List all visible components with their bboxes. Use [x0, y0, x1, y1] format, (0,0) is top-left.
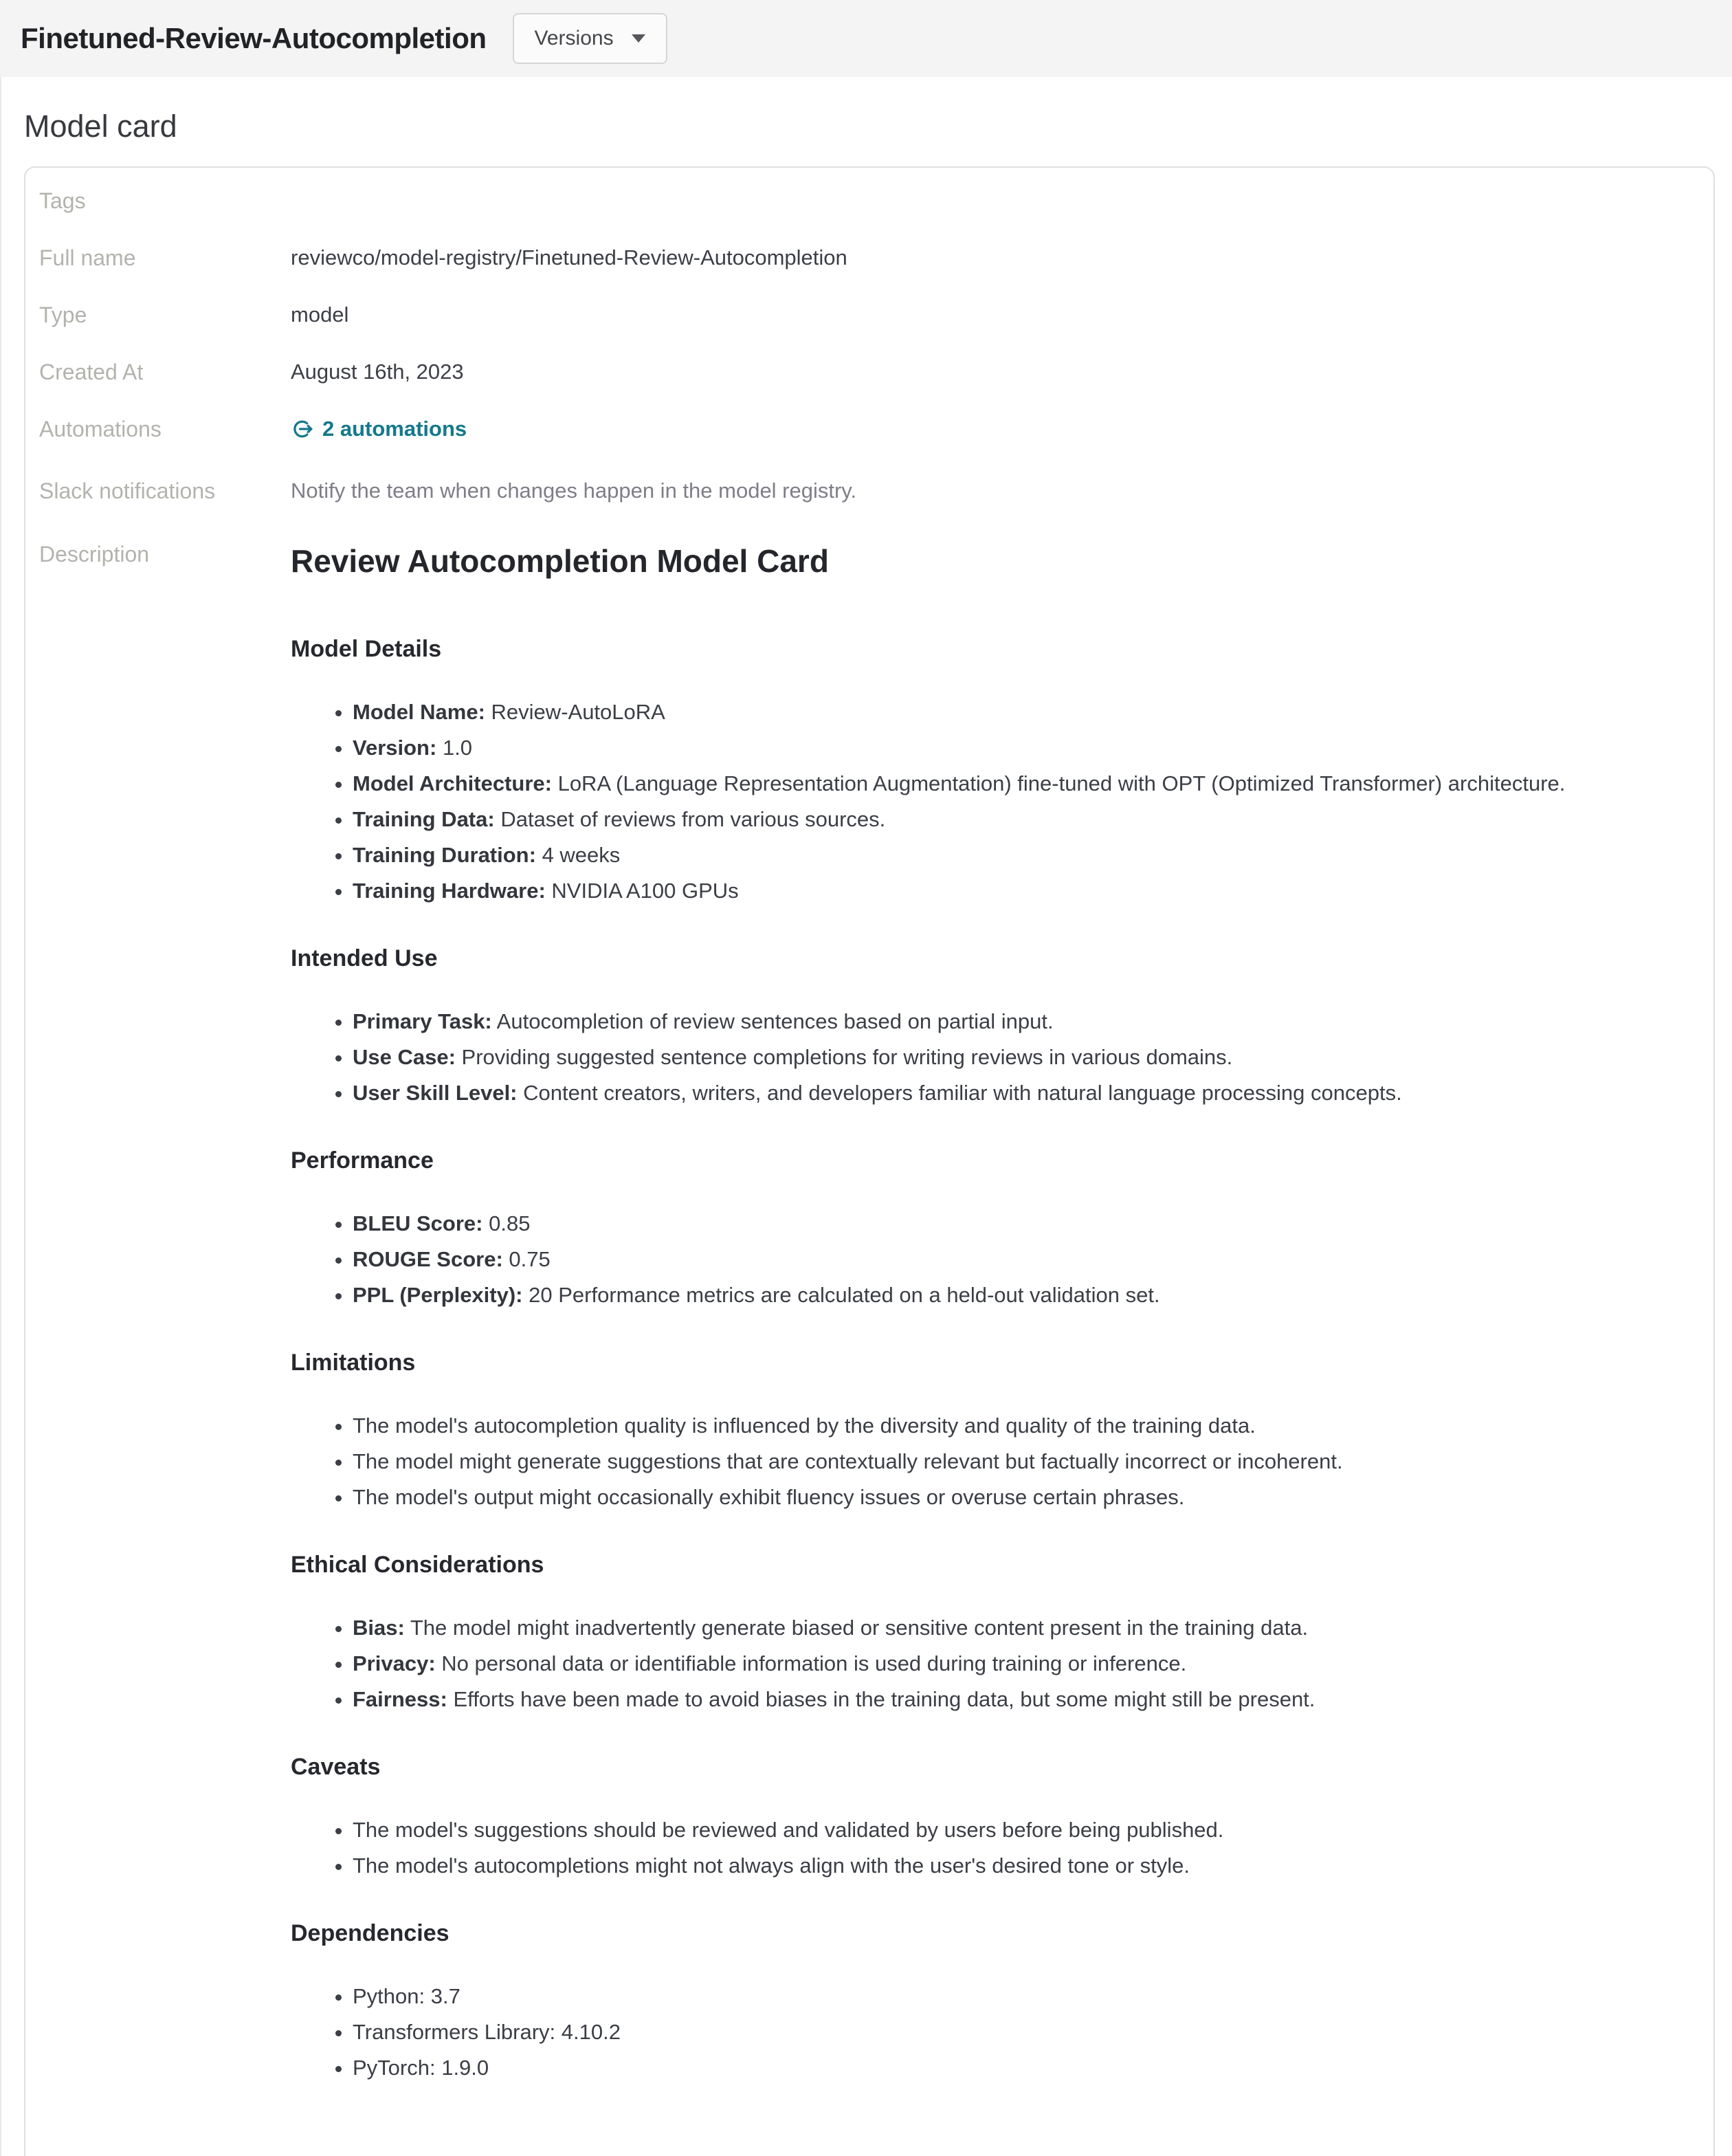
topbar	[0, 0, 1732, 77]
automations-link-label: 2 automations	[322, 417, 467, 441]
bullet-item	[353, 737, 1645, 758]
versions-button[interactable]	[513, 13, 667, 64]
bullet-item-text: LoRA (Language Representation Augmentation) fine-tuned with OPT (Optimized Transformer) architecture.	[557, 771, 1566, 795]
bullet-item-term: Version:	[353, 736, 437, 760]
bullet-item-text: 1.0	[442, 736, 473, 760]
bullet-item-term: Training Duration:	[353, 843, 536, 867]
field-label: Slack notifications	[39, 478, 216, 503]
bullet-item-term: PPL (Perplexity):	[353, 1283, 523, 1307]
bullet-item	[353, 701, 1645, 723]
bullet-item	[353, 1617, 1645, 1638]
bullet-item-term: Bias:	[353, 1616, 405, 1640]
field-label: Created At	[39, 360, 144, 384]
markdown-section-heading: Performance	[291, 1147, 434, 1174]
bullet-item-text: No personal data or identifiable information is used during training or inference.	[441, 1651, 1187, 1675]
bullet-item	[353, 1011, 1645, 1032]
field-row-full-name	[39, 245, 1686, 270]
bullet-item	[353, 1248, 1645, 1270]
bullet-item	[353, 1451, 1645, 1472]
field-row-created-at	[39, 360, 1686, 384]
bullet-item-text: Dataset of reviews from various sources.	[500, 807, 886, 831]
description-row	[39, 542, 1686, 2093]
bullet-item-term: Model Architecture:	[353, 771, 552, 795]
bullet-item-text: Autocompletion of review sentences based on partial input.	[496, 1009, 1054, 1033]
bullet-item	[353, 808, 1645, 830]
bullet-item-text: Review-AutoLoRA	[491, 700, 665, 724]
versions-button-label: Versions	[534, 27, 614, 50]
bullet-item	[353, 2057, 1645, 2078]
bullet-item	[353, 1284, 1645, 1306]
bullet-item-text: Providing suggested sentence completions for writing reviews in various domains.	[461, 1045, 1233, 1069]
field-row-tags	[39, 188, 1686, 213]
bullet-item-text: 0.75	[509, 1247, 551, 1271]
bullet-item	[353, 1688, 1645, 1710]
markdown-bullet-list	[291, 1986, 1645, 2078]
bullet-item-term: ROUGE Score:	[353, 1247, 503, 1271]
field-label: Automations	[39, 417, 162, 441]
bullet-item-text: Efforts have been made to avoid biases in the training data, but some might still be present.	[453, 1687, 1315, 1711]
bullet-item	[353, 880, 1645, 901]
field-value	[291, 188, 1686, 213]
markdown-section-heading: Model Details	[291, 636, 442, 662]
bullet-item-term: Fairness:	[353, 1687, 447, 1711]
bullet-item-text: Content creators, writers, and developers familiar with natural language processing concepts.	[523, 1081, 1402, 1105]
bullet-item	[353, 2021, 1645, 2043]
bullet-item	[353, 1486, 1645, 1508]
field-row-automations	[39, 417, 1686, 446]
description-title: Review Autocompletion Model Card	[291, 543, 829, 579]
model-card-section-label: Model card	[24, 109, 177, 144]
markdown-section-heading: Intended Use	[291, 945, 438, 971]
bullet-item	[353, 773, 1645, 794]
bullet-item	[353, 1855, 1645, 1876]
field-label: Type	[39, 302, 87, 327]
bullet-item-text: The model might generate suggestions that are contextually relevant but factually incorrect or incoherent.	[353, 1449, 1343, 1473]
markdown-section-heading: Ethical Considerations	[291, 1552, 544, 1578]
main-content	[0, 77, 1732, 2156]
bullet-item-text: Transformers Library: 4.10.2	[353, 2020, 621, 2044]
bullet-item-text: 4 weeks	[542, 843, 621, 867]
bullet-item	[353, 844, 1645, 866]
field-value	[291, 417, 1686, 446]
bullet-item-term: Use Case:	[353, 1045, 456, 1069]
bullet-item-text: The model's autocompletion quality is influenced by the diversity and quality of the training data.	[353, 1414, 1256, 1438]
field-row-type	[39, 302, 1686, 327]
markdown-section-heading: Limitations	[291, 1350, 416, 1376]
bullet-item-text: The model's autocompletions might not always align with the user's desired tone or style.	[353, 1854, 1190, 1878]
bullet-item	[353, 1082, 1645, 1103]
field-value: Notify the team when changes happen in the model registry.	[291, 478, 857, 503]
field-label: Tags	[39, 188, 86, 213]
description-label: Description	[39, 542, 150, 566]
field-value: reviewco/model-registry/Finetuned-Review-Autocompletion	[291, 245, 847, 270]
markdown-bullet-list	[291, 1213, 1645, 1306]
model-card-panel	[24, 166, 1715, 2156]
markdown-bullet-list	[291, 1617, 1645, 1710]
bullet-item-term: BLEU Score:	[353, 1211, 483, 1235]
bullet-item-text: Python: 3.7	[353, 1984, 460, 2008]
bullet-item	[353, 1046, 1645, 1068]
bullet-item-term: Training Hardware:	[353, 879, 546, 903]
description-markdown	[291, 542, 1686, 2093]
field-value: August 16th, 2023	[291, 360, 464, 384]
page-title: Finetuned-Review-Autocompletion	[21, 22, 487, 54]
bullet-item-text: 20 Performance metrics are calculated on a held-out validation set.	[529, 1283, 1160, 1307]
bullet-item	[353, 1819, 1645, 1840]
bullet-item-text: The model's suggestions should be reviewed and validated by users before being published.	[353, 1818, 1224, 1842]
bullet-item-term: User Skill Level:	[353, 1081, 518, 1105]
bullet-item-text: The model's output might occasionally exhibit fluency issues or overuse certain phrases.	[353, 1485, 1185, 1509]
automation-arrow-icon	[291, 417, 314, 441]
bullet-item	[353, 1986, 1645, 2007]
field-value: model	[291, 302, 349, 327]
bullet-item	[353, 1415, 1645, 1436]
markdown-section-heading: Dependencies	[291, 1920, 449, 1946]
field-list	[39, 188, 1686, 503]
chevron-down-icon	[632, 34, 645, 43]
bullet-item-term: Privacy:	[353, 1651, 436, 1675]
bullet-item-term: Training Data:	[353, 807, 495, 831]
bullet-item-text: NVIDIA A100 GPUs	[551, 879, 739, 903]
bullet-item	[353, 1653, 1645, 1674]
bullet-item	[353, 1213, 1645, 1234]
markdown-section-heading: Caveats	[291, 1754, 381, 1780]
field-row-slack-notifications	[39, 478, 1686, 503]
bullet-item-text: The model might inadvertently generate biased or sensitive content present in the training data.	[410, 1616, 1309, 1640]
markdown-bullet-list	[291, 1011, 1645, 1103]
markdown-bullet-list	[291, 1819, 1645, 1876]
automations-link[interactable]	[291, 417, 467, 441]
field-label: Full name	[39, 245, 136, 270]
bullet-item-term: Model Name:	[353, 700, 485, 724]
bullet-item-term: Primary Task:	[353, 1009, 492, 1033]
bullet-item-text: 0.85	[489, 1211, 531, 1235]
markdown-sections	[291, 635, 1645, 2078]
markdown-bullet-list	[291, 701, 1645, 901]
bullet-item-text: PyTorch: 1.9.0	[353, 2056, 489, 2080]
markdown-bullet-list	[291, 1415, 1645, 1508]
